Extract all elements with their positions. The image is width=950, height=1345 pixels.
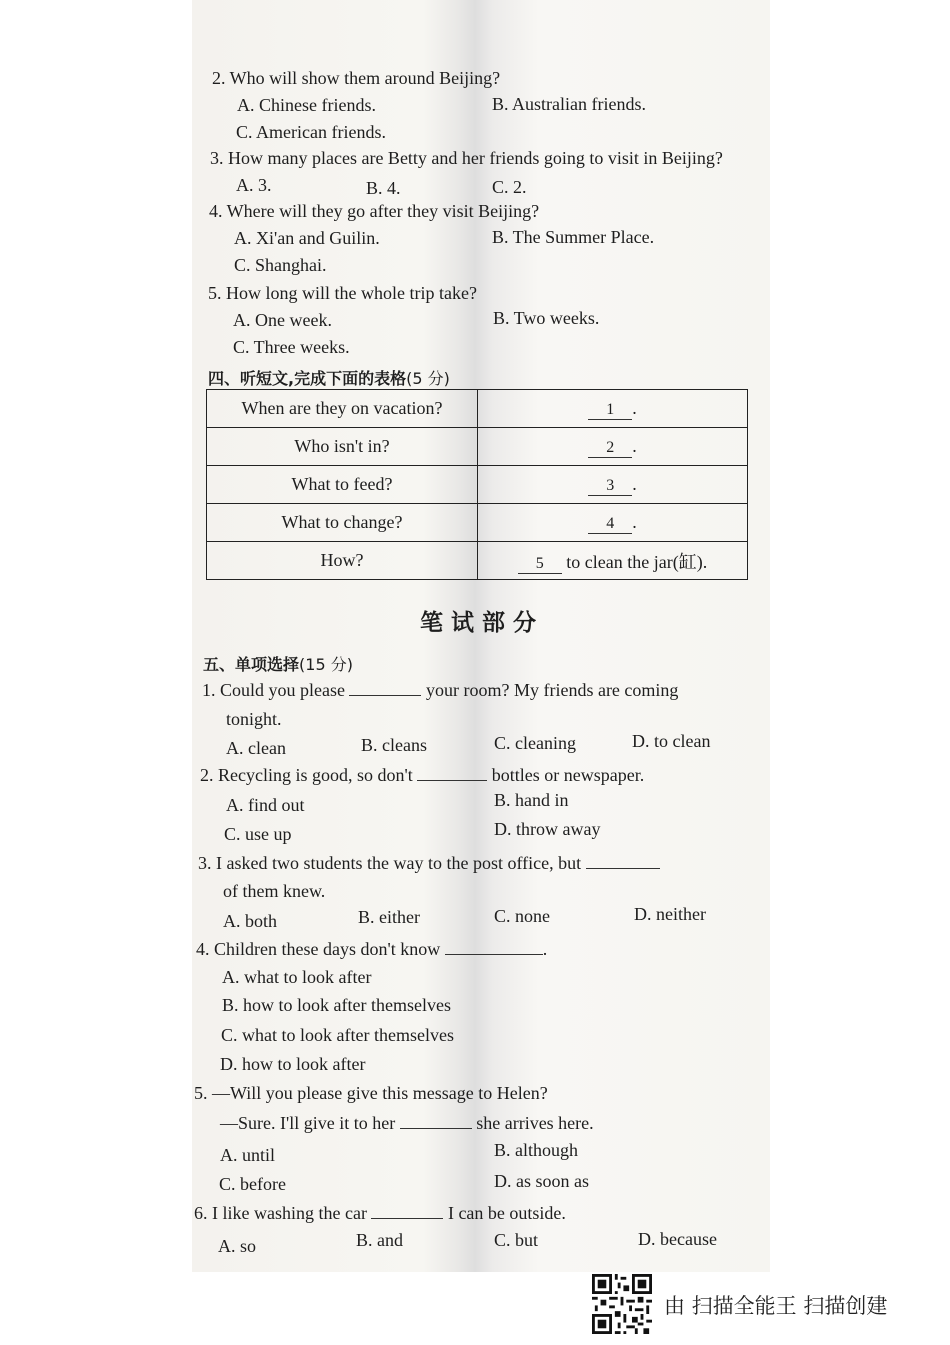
table-row (207, 428, 748, 466)
mc-question-3: 3. I asked two students the way to the post office, but (198, 852, 660, 874)
option: A. both (223, 911, 277, 931)
option: B. 4. (366, 178, 401, 198)
mc-question-1-cont: tonight. (226, 709, 282, 729)
option: A. clean (226, 738, 286, 758)
table-answer: 5 to clean the jar(缸). (478, 542, 748, 580)
question-3-stem: 3. How many places are Betty and her friends going to visit in Beijing? (210, 148, 723, 168)
option: C. none (494, 906, 550, 926)
mc-question-6: 6. I like washing the car I can be outside. (194, 1203, 566, 1223)
option: A. what to look after (222, 967, 372, 987)
option: C. Shanghai. (234, 255, 327, 275)
answer-blank (417, 764, 487, 781)
answer-blank (586, 852, 660, 869)
option: C. what to look after themselves (221, 1025, 454, 1045)
vacation-table (206, 389, 748, 580)
option: B. either (358, 907, 420, 927)
option: C. Three weeks. (233, 337, 350, 357)
option: A. Xi'an and Guilin. (234, 228, 380, 248)
table-question: What to change? (207, 504, 478, 542)
option: A. 3. (236, 175, 272, 195)
mc-question-4: 4. Children these days don't know . (196, 939, 548, 959)
mc-question-5-reply: —Sure. I'll give it to her she arrives here. (220, 1113, 594, 1133)
option: C. American friends. (236, 122, 386, 142)
option: B. Australian friends. (492, 94, 646, 114)
option: D. throw away (494, 819, 601, 839)
option: B. and (356, 1230, 403, 1250)
table-question: When are they on vacation? (207, 390, 478, 428)
answer-blank (400, 1112, 472, 1129)
mc-question-2: 2. Recycling is good, so don't bottles or newspaper. (200, 765, 645, 785)
option: A. until (220, 1145, 276, 1165)
option: B. The Summer Place. (492, 227, 655, 247)
option: B. although (494, 1140, 578, 1160)
mc-question-3-cont: of them knew. (223, 881, 326, 901)
option: A. so (218, 1236, 257, 1256)
table-answer: 4 . (478, 504, 748, 542)
table-row (207, 390, 748, 428)
answer-blank (371, 1202, 443, 1219)
question-2-stem: 2. Who will show them around Beijing? (212, 68, 501, 88)
table-row (207, 504, 748, 542)
answer-blank (445, 938, 543, 955)
option: D. as soon as (494, 1171, 589, 1191)
question-5-stem: 5. How long will the whole trip take? (208, 283, 477, 303)
table-answer: 3 . (478, 466, 748, 504)
option: B. cleans (361, 735, 427, 755)
table-answer: 2 . (478, 428, 748, 466)
option: B. Two weeks. (493, 308, 600, 328)
section-4-heading: 四、听短文,完成下面的表格(5 分) (208, 369, 450, 388)
table-row (207, 542, 748, 580)
option: A. Chinese friends. (237, 95, 376, 115)
answer-blank (349, 679, 421, 696)
mc-question-5: 5. —Will you please give this message to Helen? (194, 1083, 548, 1103)
option: A. One week. (233, 310, 332, 330)
option: C. before (219, 1174, 286, 1194)
option: D. neither (634, 904, 706, 924)
option: C. use up (224, 824, 292, 844)
qr-code-icon (592, 1274, 652, 1334)
option: C. 2. (492, 177, 527, 197)
option: C. cleaning (494, 733, 576, 753)
written-part-title: 笔试部分 (420, 610, 544, 636)
option: B. how to look after themselves (222, 995, 451, 1015)
table-answer: 1 . (478, 390, 748, 428)
option: C. but (494, 1230, 539, 1250)
option: A. find out (226, 795, 305, 815)
option: D. because (638, 1229, 717, 1249)
option: D. how to look after (220, 1054, 366, 1074)
footer-scanner-credit: 由 扫描全能王 扫描创建 (664, 1294, 888, 1318)
option: B. hand in (494, 790, 569, 810)
table-row (207, 466, 748, 504)
question-4-stem: 4. Where will they go after they visit Beijing? (209, 201, 540, 221)
table-question: Who isn't in? (207, 428, 478, 466)
table-question: What to feed? (207, 466, 478, 504)
table-question: How? (207, 542, 478, 580)
option: D. to clean (632, 731, 711, 751)
section-5-heading: 五、单项选择(15 分) (203, 655, 353, 674)
mc-question-1: 1. Could you please your room? My friends are coming (202, 680, 679, 700)
